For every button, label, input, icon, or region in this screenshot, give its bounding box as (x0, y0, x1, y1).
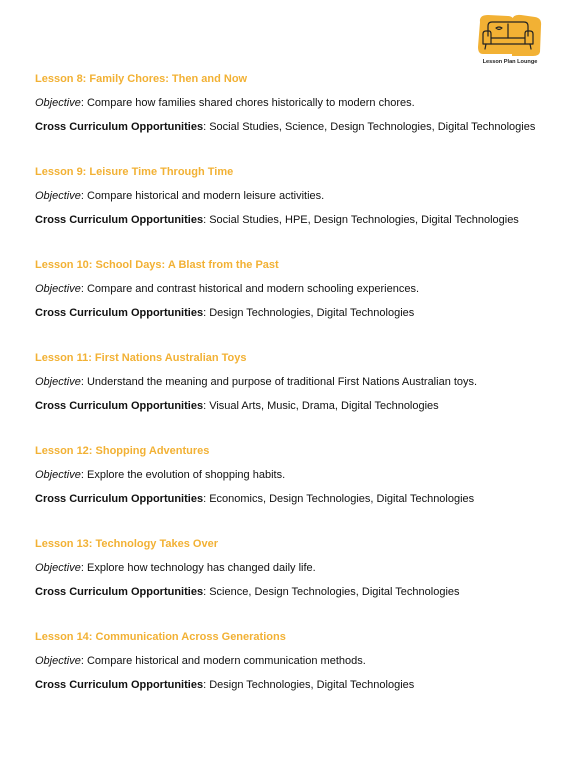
lesson-title: Lesson 13: Technology Takes Over (35, 538, 218, 550)
cross-curriculum-text: Science, Design Technologies, Digital Technologies (209, 586, 460, 598)
logo (474, 14, 546, 70)
sofa-icon (474, 14, 546, 58)
lesson-title: Lesson 8: Family Chores: Then and Now (35, 73, 248, 85)
objective-text: Understand the meaning and purpose of traditional First Nations Australian toys. (86, 376, 478, 388)
lesson-8 (35, 72, 543, 135)
lesson-title: Lesson 11: First Nations Australian Toys (35, 352, 247, 364)
lesson-title: Lesson 10: School Days: A Blast from the Past (35, 259, 279, 271)
lesson-objective: Objective: Explore how technology has changed daily life. (35, 562, 316, 574)
lesson-objective: Objective: Compare historical and modern communication methods. (35, 655, 366, 667)
logo-text: Lesson Plan Lounge (482, 59, 538, 65)
lesson-cross-curriculum: Cross Curriculum Opportunities: Economics, Design Technologies, Digital Technologies (35, 493, 475, 505)
lesson-cross-curriculum: Cross Curriculum Opportunities: Design Technologies, Digital Technologies (35, 679, 415, 691)
cross-curriculum-label: Cross Curriculum Opportunities (35, 493, 204, 505)
lesson-cross-curriculum: Cross Curriculum Opportunities: Social Studies, HPE, Design Technologies, Digital Technologies (35, 214, 519, 226)
cross-curriculum-label: Cross Curriculum Opportunities (35, 679, 204, 691)
objective-label: Objective (35, 562, 81, 574)
lesson-14 (35, 630, 543, 693)
lesson-objective: Objective: Understand the meaning and purpose of traditional First Nations Australian toys. (35, 376, 478, 388)
lesson-title: Lesson 12: Shopping Adventures (35, 445, 210, 457)
objective-text: Compare historical and modern leisure activities. (86, 190, 325, 202)
cross-curriculum-label: Cross Curriculum Opportunities (35, 400, 204, 412)
lesson-objective: Objective: Compare how families shared chores historically to modern chores. (35, 97, 415, 109)
lesson-objective: Objective: Explore the evolution of shopping habits. (35, 469, 286, 481)
objective-label: Objective (35, 283, 81, 295)
lesson-objective: Objective: Compare and contrast historical and modern schooling experiences. (35, 283, 419, 295)
lesson-9 (35, 165, 543, 228)
objective-label: Objective (35, 190, 81, 202)
cross-curriculum-text: Design Technologies, Digital Technologies (209, 307, 415, 319)
cross-curriculum-text: Social Studies, Science, Design Technologies, Digital Technologies (209, 121, 536, 133)
objective-label: Objective (35, 469, 81, 481)
objective-label: Objective (35, 655, 81, 667)
cross-curriculum-label: Cross Curriculum Opportunities (35, 121, 204, 133)
lesson-cross-curriculum: Cross Curriculum Opportunities: Visual Arts, Music, Drama, Digital Technologies (35, 400, 439, 412)
cross-curriculum-text: Design Technologies, Digital Technologies (209, 679, 415, 691)
lesson-objective: Objective: Compare historical and modern leisure activities. (35, 190, 325, 202)
lesson-11 (35, 351, 543, 414)
cross-curriculum-label: Cross Curriculum Opportunities (35, 307, 204, 319)
lesson-12 (35, 444, 543, 507)
cross-curriculum-text: Social Studies, HPE, Design Technologies, Digital Technologies (209, 214, 519, 226)
objective-text: Compare and contrast historical and modern schooling experiences. (86, 283, 419, 295)
lesson-13 (35, 537, 543, 600)
objective-text: Compare how families shared chores historically to modern chores. (86, 97, 415, 109)
cross-curriculum-text: Economics, Design Technologies, Digital Technologies (209, 493, 475, 505)
objective-text: Compare historical and modern communication methods. (86, 655, 366, 667)
lesson-cross-curriculum: Cross Curriculum Opportunities: Science, Design Technologies, Digital Technologies (35, 586, 460, 598)
objective-label: Objective (35, 97, 81, 109)
cross-curriculum-text: Visual Arts, Music, Drama, Digital Technologies (209, 400, 439, 412)
objective-text: Explore how technology has changed daily life. (86, 562, 316, 574)
lesson-cross-curriculum: Cross Curriculum Opportunities: Social Studies, Science, Design Technologies, Digital Technologies (35, 121, 536, 133)
lesson-title: Lesson 14: Communication Across Generations (35, 631, 286, 643)
lesson-list (35, 72, 543, 702)
lesson-cross-curriculum: Cross Curriculum Opportunities: Design Technologies, Digital Technologies (35, 307, 415, 319)
cross-curriculum-label: Cross Curriculum Opportunities (35, 214, 204, 226)
cross-curriculum-label: Cross Curriculum Opportunities (35, 586, 204, 598)
objective-text: Explore the evolution of shopping habits. (86, 469, 286, 481)
lesson-title: Lesson 9: Leisure Time Through Time (35, 166, 234, 178)
objective-label: Objective (35, 376, 81, 388)
lesson-10 (35, 258, 543, 321)
